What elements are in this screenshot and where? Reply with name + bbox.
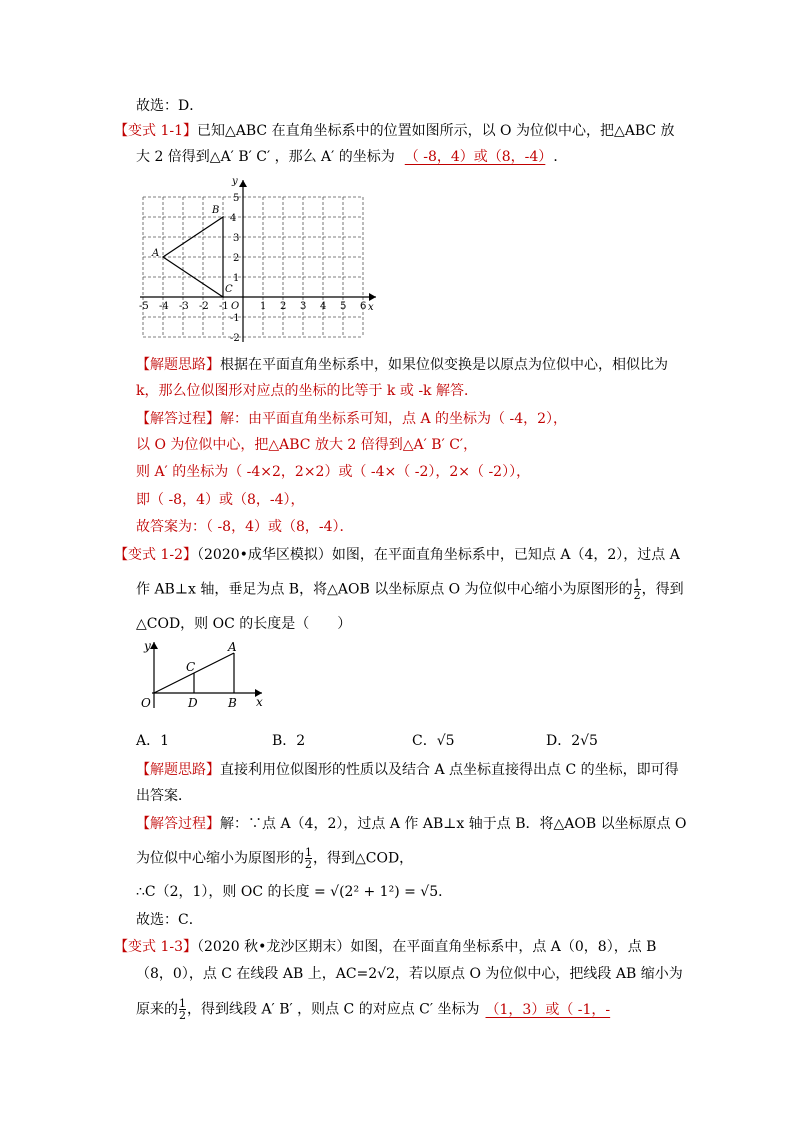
question-1-2-line1: 【变式 1-2】（2020•成华区模拟）如图，在平面直角坐标系中，已知点 A（4，2），过点 A	[114, 547, 680, 563]
point-c-label: C	[225, 284, 233, 295]
question-1-2-line2: 作 AB⊥x 轴，垂足为点 B，将△AOB 以坐标原点 O 为位似中心缩小为原图形的 $\frac{1}{2}$ ，得到	[136, 577, 684, 602]
point-b-label: B	[212, 205, 220, 216]
x-tick-label: 4	[320, 301, 327, 312]
question-1-3-line2: （8，0），点 C 在线段 AB 上，AC=2√2，若以原点 O 为位似中心，把线段 AB 缩小为	[136, 966, 683, 982]
process-1-1-line3: 则 A′ 的坐标为（ -4×2，2×2）或（ -4×（ -2），2×（ -2）），	[136, 464, 531, 480]
x-tick-label: -2	[199, 301, 209, 312]
question-1-3-line3: 原来的 $\frac{1}{2}$ ，得到线段 A′ B′ ，则点 C 的对应点 C′ 坐标为 （1，3）或（ -1，-	[136, 997, 611, 1022]
x-tick-label: 5	[340, 301, 347, 312]
option-a[interactable]: A．1	[136, 733, 170, 749]
y-tick-label: -2	[230, 333, 240, 344]
process-1-1-line1: 【解答过程】解：由平面直角坐标系可知，点 A 的坐标为（ -4，2），	[136, 411, 568, 427]
x-tick-label: 2	[280, 301, 287, 312]
x-axis-label: x	[256, 695, 263, 709]
fraction-half: $\frac{1}{2}$	[305, 846, 312, 871]
y-axis-label: y	[232, 176, 238, 187]
answer-blank: （ -8，4）或（8，-4）	[404, 149, 546, 165]
x-tick-label: -5	[139, 301, 149, 312]
coordinate-grid-figure	[138, 172, 384, 344]
process-1-2-line2: 为位似中心缩小为原图形的 $\frac{1}{2}$ ，得到△COD，	[136, 846, 414, 871]
fraction-half: $\frac{1}{2}$	[179, 997, 186, 1022]
idea-1-2-line2: 出答案．	[136, 788, 192, 804]
x-tick-label: -3	[179, 301, 189, 312]
point-d-label: D	[188, 696, 198, 710]
point-a-label: A	[152, 248, 160, 259]
x-tick-label: -4	[159, 301, 169, 312]
question-1-2-line3: △COD，则 OC 的长度是（ ）	[136, 616, 352, 632]
answer-blank: （1，3）或（ -1，-	[485, 1001, 611, 1018]
x-tick-label: 1	[260, 301, 267, 312]
answer-line: 故选：D．	[136, 98, 204, 114]
y-axis-arrow	[150, 642, 158, 649]
option-b[interactable]: B．2	[272, 733, 306, 749]
y-axis-arrow	[239, 180, 247, 187]
origin-label: O	[141, 696, 151, 710]
idea-1-1-line2: k，那么位似图形对应点的坐标的比等于 k 或 -k 解答．	[136, 383, 478, 399]
process-1-2-line1: 【解答过程】解：∵点 A（4，2），过点 A 作 AB⊥x 轴于点 B．将△AOB 以坐标原点 O	[136, 816, 687, 832]
answer-1-2: 故选：C．	[136, 912, 203, 928]
question-1-1-line1: 【变式 1-1】已知△ABC 在直角坐标系中的位置如图所示，以 O 为位似中心，把△ABC 放	[114, 123, 675, 139]
y-tick-label: -1	[230, 313, 240, 324]
variant-tag: 【变式 1-1】	[114, 123, 197, 139]
process-1-2-line3: ∴C（2，1），则 OC 的长度 = √(2² + 1²) = √5．	[136, 884, 453, 900]
right-triangle-figure	[138, 636, 272, 714]
process-1-1-line5: 故答案为：（ -8，4）或（8，-4）．	[136, 519, 354, 535]
y-tick-label: 5	[233, 193, 240, 204]
y-tick-label: 2	[233, 253, 240, 264]
point-a-label: A	[228, 640, 237, 654]
x-tick-label: 6	[360, 301, 367, 312]
point-b-label: B	[228, 696, 237, 710]
idea-1-1-line1: 【解题思路】根据在平面直角坐标系中，如果位似变换是以原点为位似中心，相似比为	[136, 357, 668, 373]
process-1-1-line2: 以 O 为位似中心，把△ABC 放大 2 倍得到△A′ B′ C′，	[136, 437, 478, 453]
option-d[interactable]: D．2√5	[546, 733, 598, 749]
y-tick-label: 4	[230, 213, 237, 224]
x-axis-arrow	[369, 293, 376, 301]
y-tick-label: 3	[233, 233, 240, 244]
question-1-1-line2: 大 2 倍得到△A′ B′ C′ ，那么 A′ 的坐标为 （ -8，4）或（8，-4） ．	[136, 149, 568, 165]
y-axis-label: y	[144, 639, 151, 653]
idea-1-2-line1: 【解题思路】直接利用位似图形的性质以及结合 A 点坐标直接得出点 C 的坐标，即可得	[136, 762, 679, 778]
question-1-3-line1: 【变式 1-3】（2020 秋•龙沙区期末）如图，在平面直角坐标系中，点 A（0，8），点 B	[114, 939, 657, 955]
y-tick-label: 1	[233, 273, 240, 284]
x-axis-label: x	[368, 302, 374, 313]
point-c-label: C	[186, 660, 196, 674]
process-1-1-line4: 即（ -8，4）或（8，-4），	[136, 492, 305, 508]
option-c[interactable]: C．√5	[412, 733, 455, 749]
fraction-half: $\frac{1}{2}$	[633, 577, 641, 602]
x-tick-label: 3	[300, 301, 307, 312]
origin-label: O	[231, 301, 240, 312]
x-tick-label: -1	[219, 301, 229, 312]
